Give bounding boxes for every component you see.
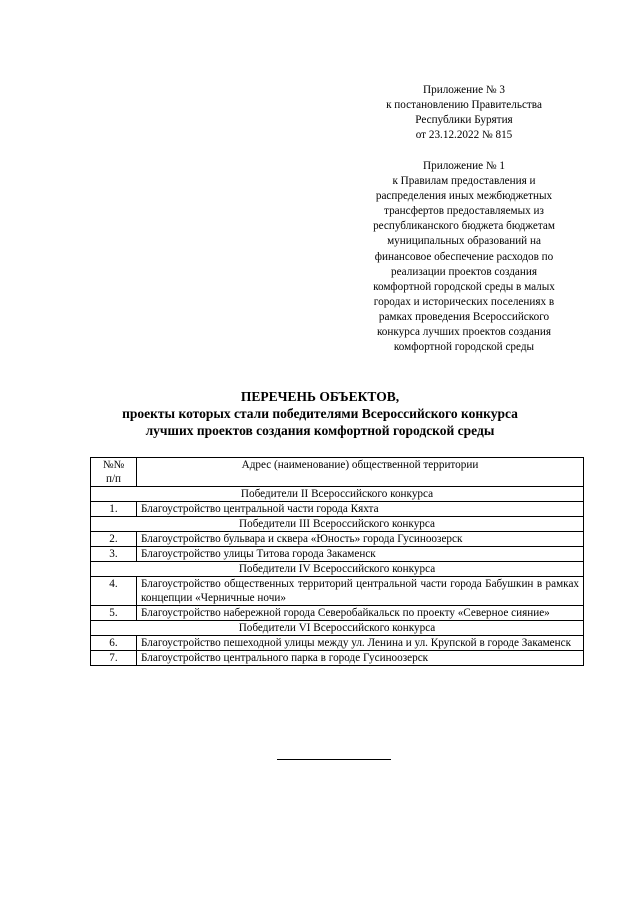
table-row xyxy=(91,651,584,666)
appendix-1-line: распределения иных межбюджетных xyxy=(375,190,553,203)
row-address: Благоустройство бульвара и сквера «Юность» города Гусиноозерск xyxy=(137,532,584,547)
row-number: 4. xyxy=(91,577,137,606)
row-number: 2. xyxy=(91,532,137,547)
row-number: 1. xyxy=(91,502,137,517)
table-row xyxy=(91,502,584,517)
appendix-1-line: реализации проектов создания xyxy=(390,265,537,278)
appendix-3-line: от 23.12.2022 № 815 xyxy=(415,129,513,142)
header-address: Адрес (наименование) общественной территории xyxy=(137,458,584,487)
row-address: Благоустройство центральной части города Кяхта xyxy=(137,502,584,517)
group-title: Победители III Всероссийского конкурса xyxy=(91,517,584,532)
appendix-1-line: конкурса лучших проектов создания xyxy=(376,326,552,339)
header-number-line: п/п xyxy=(105,473,122,485)
group-title: Победители II Всероссийского конкурса xyxy=(91,487,584,502)
appendix-1-line: республиканского бюджета бюджетам xyxy=(373,220,555,233)
header-number-line: №№ xyxy=(102,459,125,471)
title-subtitle-line: лучших проектов создания комфортной городской среды xyxy=(145,423,495,438)
row-number: 5. xyxy=(91,606,137,621)
appendix-3-header xyxy=(344,83,584,143)
appendix-1-line: финансовое обеспечение расходов по xyxy=(374,250,554,263)
group-row xyxy=(91,621,584,636)
group-row xyxy=(91,562,584,577)
table-row xyxy=(91,577,584,606)
appendix-3-line: к постановлению Правительства xyxy=(386,99,542,112)
appendix-3-line: Республики Бурятия xyxy=(415,114,513,127)
appendix-1-line: трансфертов предоставляемых из xyxy=(384,205,544,218)
group-row xyxy=(91,517,584,532)
appendix-1-header xyxy=(344,159,584,355)
appendix-1-line: Приложение № 1 xyxy=(423,160,505,172)
row-address: Благоустройство общественных территорий центральной части города Бабушкин в рамках концепции «Черничные ночи» xyxy=(137,577,584,606)
group-row xyxy=(91,487,584,502)
table-row xyxy=(91,606,584,621)
row-number: 7. xyxy=(91,651,137,666)
title-main: ПЕРЕЧЕНЬ ОБЪЕКТОВ, xyxy=(240,389,400,404)
row-address: Благоустройство улицы Титова города Закаменск xyxy=(137,547,584,562)
table-header-row xyxy=(91,458,584,487)
header-number xyxy=(91,458,137,487)
objects-table xyxy=(90,457,584,666)
group-title: Победители IV Всероссийского конкурса xyxy=(91,562,584,577)
table-row xyxy=(91,547,584,562)
appendix-1-line: муниципальных образований на xyxy=(387,235,541,248)
appendix-1-line: рамках проведения Всероссийского xyxy=(378,310,550,323)
row-address: Благоустройство пешеходной улицы между ул. Ленина и ул. Крупской в городе Закаменск xyxy=(137,636,584,651)
group-title: Победители VI Всероссийского конкурса xyxy=(91,621,584,636)
appendix-1-line: городах и исторических поселениях в xyxy=(373,295,555,308)
appendix-1-line: к Правилам предоставления и xyxy=(392,175,536,188)
row-address: Благоустройство набережной города Северобайкальск по проекту «Северное сияние» xyxy=(137,606,584,621)
document-title xyxy=(60,388,580,439)
appendix-3-line: Приложение № 3 xyxy=(423,84,505,96)
title-subtitle-line: проекты которых стали победителями Всероссийского конкурса xyxy=(122,406,518,421)
table-row xyxy=(91,636,584,651)
table-row xyxy=(91,532,584,547)
signature-divider-line xyxy=(277,759,391,760)
row-address: Благоустройство центрального парка в городе Гусиноозерск xyxy=(137,651,584,666)
appendix-1-line: комфортной городской среды в малых xyxy=(373,280,555,293)
appendix-1-line: комфортной городской среды xyxy=(393,341,535,354)
row-number: 6. xyxy=(91,636,137,651)
row-number: 3. xyxy=(91,547,137,562)
